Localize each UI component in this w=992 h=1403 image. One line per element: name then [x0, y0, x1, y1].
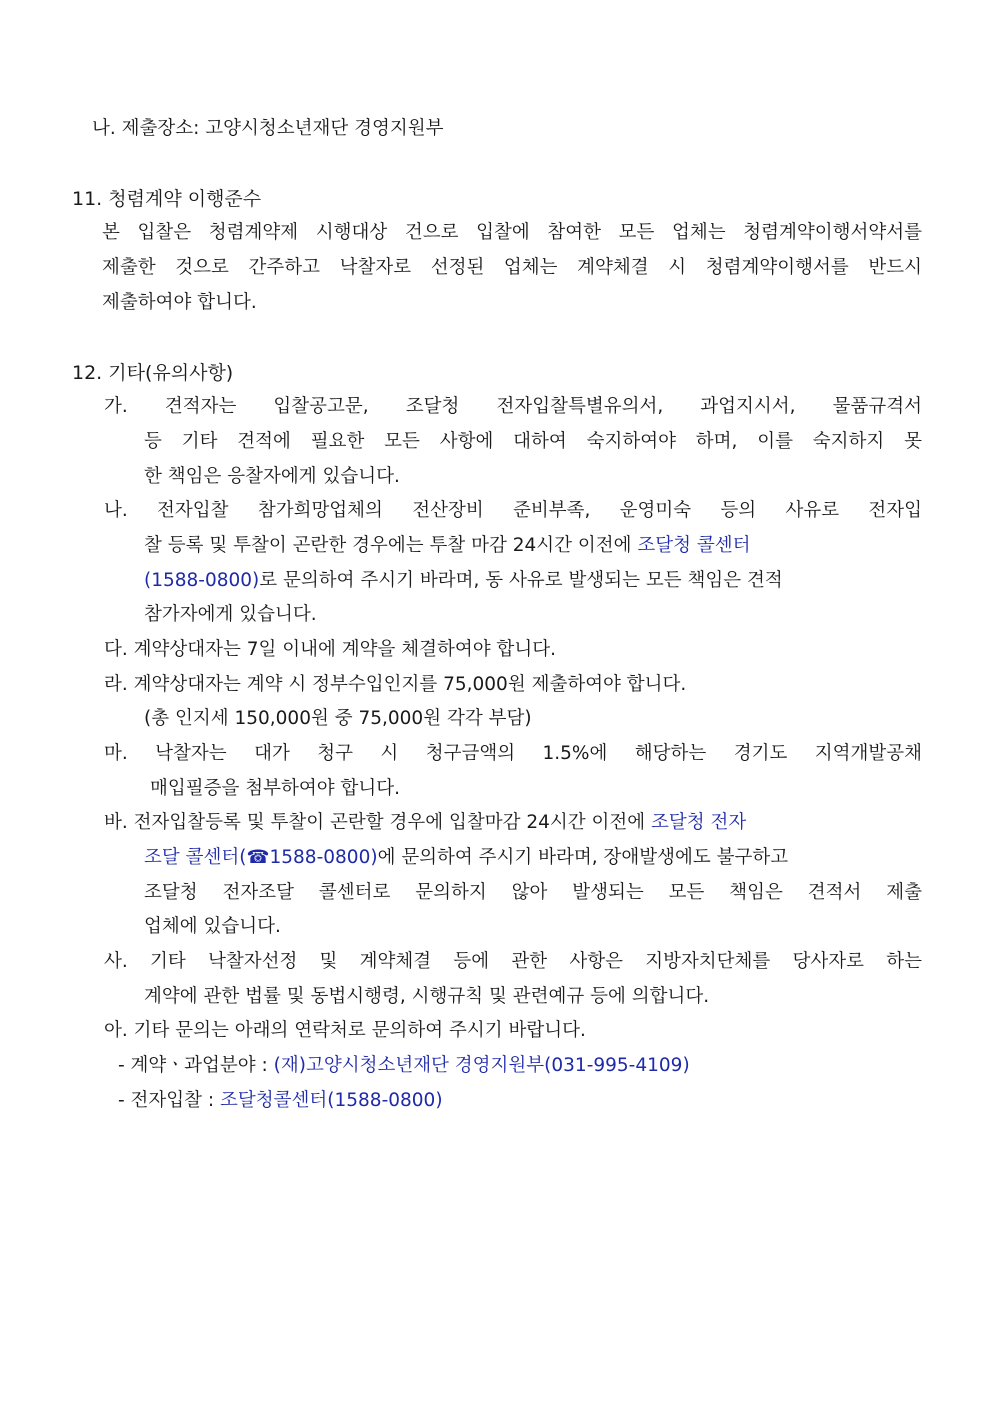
- item-na-line-1: 나. 전자입찰 참가희망업체의 전산장비 준비부족, 운영미숙 등의 사유로 전자입: [104, 500, 922, 521]
- item-ga-line-3: 한 책임은 응찰자에게 있습니다.: [144, 466, 400, 487]
- item-a: 아. 기타 문의는 아래의 연락처로 문의하여 주시기 바랍니다.: [104, 1020, 586, 1041]
- item-ra-line-2: (총 인지세 150,000원 중 75,000원 각각 부담): [144, 708, 532, 729]
- item-ga-line-1: 가. 견적자는 입찰공고문, 조달청 전자입찰특별유의서, 과업지시서, 물품규격서: [104, 396, 922, 417]
- item-ga-line-2: 등 기타 견적에 필요한 모든 사항에 대하여 숙지하여야 하며, 이를 숙지하지 못: [144, 431, 922, 452]
- e-procurement-call-center[interactable]: 조달 콜센터(☎1588-0800): [144, 847, 378, 868]
- item-na-line-2: [144, 533, 751, 559]
- contact-contract: [118, 1053, 690, 1079]
- contact-e-bidding-value[interactable]: 조달청콜센터(1588-0800): [220, 1090, 443, 1111]
- item-sa-line-2: 계약에 관한 법률 및 동법시행령, 시행규칙 및 관련예규 등에 의합니다.: [144, 986, 710, 1007]
- contact-contract-label: - 계약ㆍ과업분야 :: [118, 1055, 274, 1076]
- item-ba-line-4: 업체에 있습니다.: [144, 916, 281, 937]
- call-center-link[interactable]: 조달청 콜센터: [637, 535, 751, 556]
- item-sa-line-1: 사. 기타 낙찰자선정 및 계약체결 등에 관한 사항은 지방자치단체를 당사자로 하는: [104, 951, 922, 972]
- item-ba-line-2: [144, 845, 788, 871]
- e-procurement-link[interactable]: 조달청 전자: [651, 812, 747, 833]
- submit-place: 나. 제출장소: 고양시청소년재단 경영지원부: [92, 118, 444, 139]
- item-ba-line-1-text: 바. 전자입찰등록 및 투찰이 곤란할 경우에 입찰마감 24시간 이전에: [104, 812, 651, 833]
- item-na-line-3: [144, 568, 783, 594]
- call-center-number[interactable]: (1588-0800): [144, 570, 260, 591]
- item-ma-line-2: 매입필증을 첨부하여야 합니다.: [150, 778, 400, 799]
- section-11-title: 11. 청렴계약 이행준수: [72, 188, 262, 210]
- item-na-line-2-text: 찰 등록 및 투찰이 곤란한 경우에는 투찰 마감 24시간 이전에: [144, 535, 638, 556]
- item-na-line-3-text: 로 문의하여 주시기 바라며, 동 사유로 발생되는 모든 책임은 견적: [259, 570, 783, 591]
- section-11-line-2: 제출한 것으로 간주하고 낙찰자로 선정된 업체는 계약체결 시 청렴계약이행서를 반드시: [102, 257, 922, 278]
- section-12-title: 12. 기타(유의사항): [72, 362, 234, 384]
- item-ba-line-1: [104, 810, 746, 836]
- item-ba-line-3: 조달청 전자조달 콜센터로 문의하지 않아 발생되는 모든 책임은 견적서 제출: [144, 882, 922, 903]
- contact-e-bidding-label: - 전자입찰 :: [118, 1090, 221, 1111]
- contact-contract-value[interactable]: (재)고양시청소년재단 경영지원부(031-995-4109): [273, 1055, 690, 1076]
- item-ma-line-1: 마. 낙찰자는 대가 청구 시 청구금액의 1.5%에 해당하는 경기도 지역개발공채: [104, 743, 922, 764]
- item-ra-line-1: 라. 계약상대자는 계약 시 정부수입인지를 75,000원 제출하여야 합니다.: [104, 674, 687, 695]
- section-11-line-1: 본 입찰은 청렴계약제 시행대상 건으로 입찰에 참여한 모든 업체는 청렴계약이행서약서를: [102, 222, 922, 243]
- item-da: 다. 계약상대자는 7일 이내에 계약을 체결하여야 합니다.: [104, 639, 556, 660]
- section-11-line-3: 제출하여야 합니다.: [102, 292, 257, 313]
- contact-e-bidding: [118, 1088, 443, 1114]
- item-ba-line-2-text: 에 문의하여 주시기 바라며, 장애발생에도 불구하고: [377, 847, 789, 868]
- item-na-line-4: 참가자에게 있습니다.: [144, 604, 317, 625]
